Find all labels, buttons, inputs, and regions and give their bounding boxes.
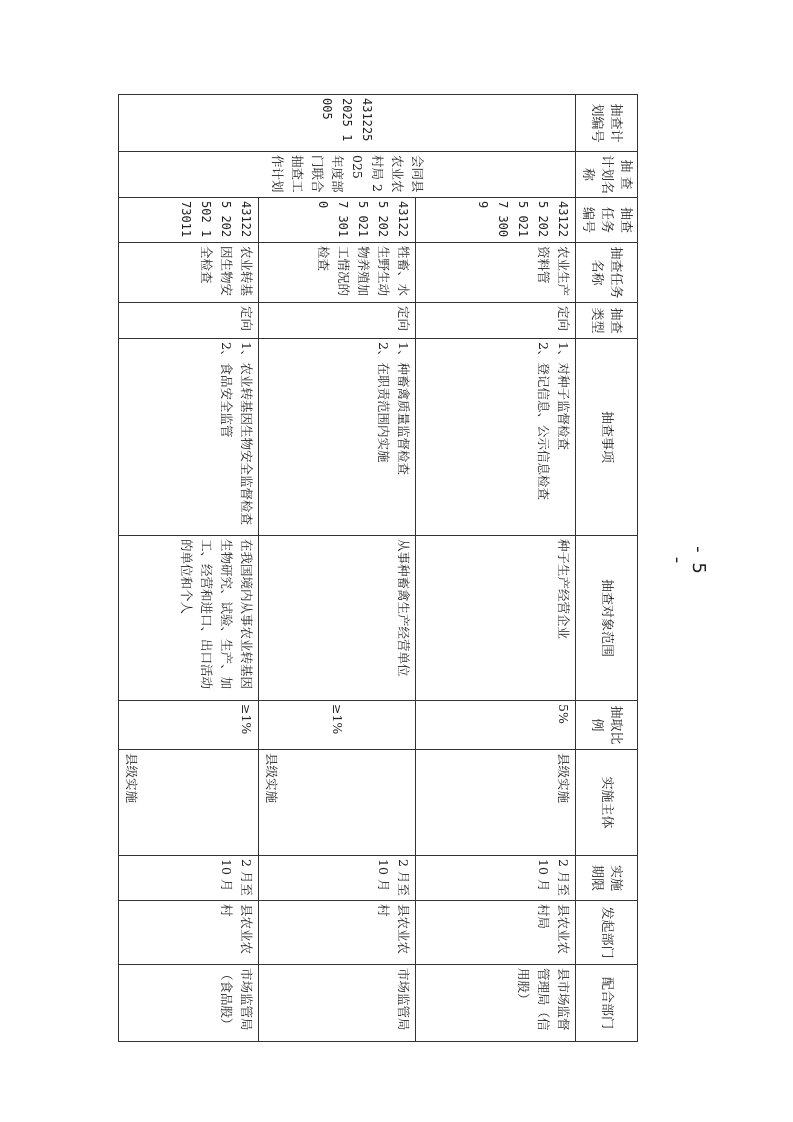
table-row bbox=[119, 95, 259, 1042]
scope-cell: 从事种畜禽生产经营单位 bbox=[259, 536, 415, 701]
task-code-cell: 431225 2025 0217 3009 bbox=[415, 198, 575, 243]
item-line: 2、在职责范围内实施 bbox=[375, 342, 391, 463]
items-cell bbox=[259, 339, 415, 536]
task-name-cell: 农业生产资料管 bbox=[415, 243, 575, 303]
ratio-cell: 5% bbox=[415, 701, 575, 750]
header-period: 实施期限 bbox=[576, 856, 638, 901]
items-cell bbox=[415, 339, 575, 536]
ratio-cell: ≥1% bbox=[259, 701, 415, 750]
header-task-code: 抽查任务编号 bbox=[576, 198, 638, 243]
header-task-name: 抽查任务名称 bbox=[576, 243, 638, 303]
header-subject: 实施主体 bbox=[576, 750, 638, 856]
header-row bbox=[576, 95, 638, 1042]
plan-name-cell: 会同县农业农村局 2025 年度部门联合抽查工作计划 bbox=[119, 152, 576, 198]
type-cell: 定向 bbox=[119, 303, 259, 339]
header-plan-name: 抽 查 计划名称 bbox=[576, 152, 638, 198]
header-plan-code: 抽查计划编号 bbox=[576, 95, 638, 152]
item-line: 2、登记信息、公示信息检查 bbox=[536, 342, 551, 500]
subject-cell: 县级实施 bbox=[415, 750, 575, 856]
initiator-cell: 县农业农村 bbox=[119, 901, 259, 965]
item-line: 2、食品安全监管 bbox=[219, 342, 235, 438]
page-number: - 5 - bbox=[667, 546, 709, 576]
header-type: 抽查类型 bbox=[576, 303, 638, 339]
subject-cell: 县级实施 bbox=[119, 750, 259, 856]
period-cell: 2 月至 10 月 bbox=[415, 856, 575, 901]
partner-cell: 县市场监督管理局（信用股） bbox=[415, 965, 575, 1042]
header-partner: 配合部门 bbox=[576, 965, 638, 1042]
item-line: 1、种畜禽质量监督检查 bbox=[395, 342, 411, 475]
ratio-cell: ≥1% bbox=[119, 701, 259, 750]
period-cell: 2 月至 10 月 bbox=[259, 856, 415, 901]
header-scope: 抽查对象范围 bbox=[576, 536, 638, 701]
task-name-cell: 牲畜、水生野生动物养殖加工情况的检查 bbox=[259, 243, 415, 303]
items-cell bbox=[119, 339, 259, 536]
table-row bbox=[259, 95, 415, 1042]
table-container bbox=[118, 94, 638, 1040]
partner-cell: 市场监管局（食品股） bbox=[119, 965, 259, 1042]
task-name-cell: 农业转基因生物安全检查 bbox=[119, 243, 259, 303]
task-code-cell: 431225 202502 173011 bbox=[119, 198, 259, 243]
item-line: 1、对种子监督检查 bbox=[556, 342, 571, 450]
period-cell: 2 月至 10 月 bbox=[119, 856, 259, 901]
table-row bbox=[415, 95, 575, 1042]
inspection-table bbox=[118, 94, 638, 1042]
subject-cell: 县级实施 bbox=[259, 750, 415, 856]
scope-cell: 在我国境内从事农业转基因生物研究、试验、生产、加工、经营和进口、出口活动的单位和个人 bbox=[119, 536, 259, 701]
type-cell: 定向 bbox=[415, 303, 575, 339]
initiator-cell: 县农业农村局 bbox=[415, 901, 575, 965]
item-line: 1、农业转基因生物安全监督检查 bbox=[239, 342, 255, 525]
type-cell: 定向 bbox=[259, 303, 415, 339]
scope-cell: 种子生产经营企业 bbox=[415, 536, 575, 701]
header-initiator: 发起部门 bbox=[576, 901, 638, 965]
plan-code-cell: 431225 2025 1005 bbox=[119, 95, 576, 152]
header-items: 抽查事项 bbox=[576, 339, 638, 536]
partner-cell: 市场监管局 bbox=[259, 965, 415, 1042]
initiator-cell: 县农业农村 bbox=[259, 901, 415, 965]
task-code-cell: 431225 2025 0217 3010 bbox=[259, 198, 415, 243]
header-ratio: 抽取比例 bbox=[576, 701, 638, 750]
